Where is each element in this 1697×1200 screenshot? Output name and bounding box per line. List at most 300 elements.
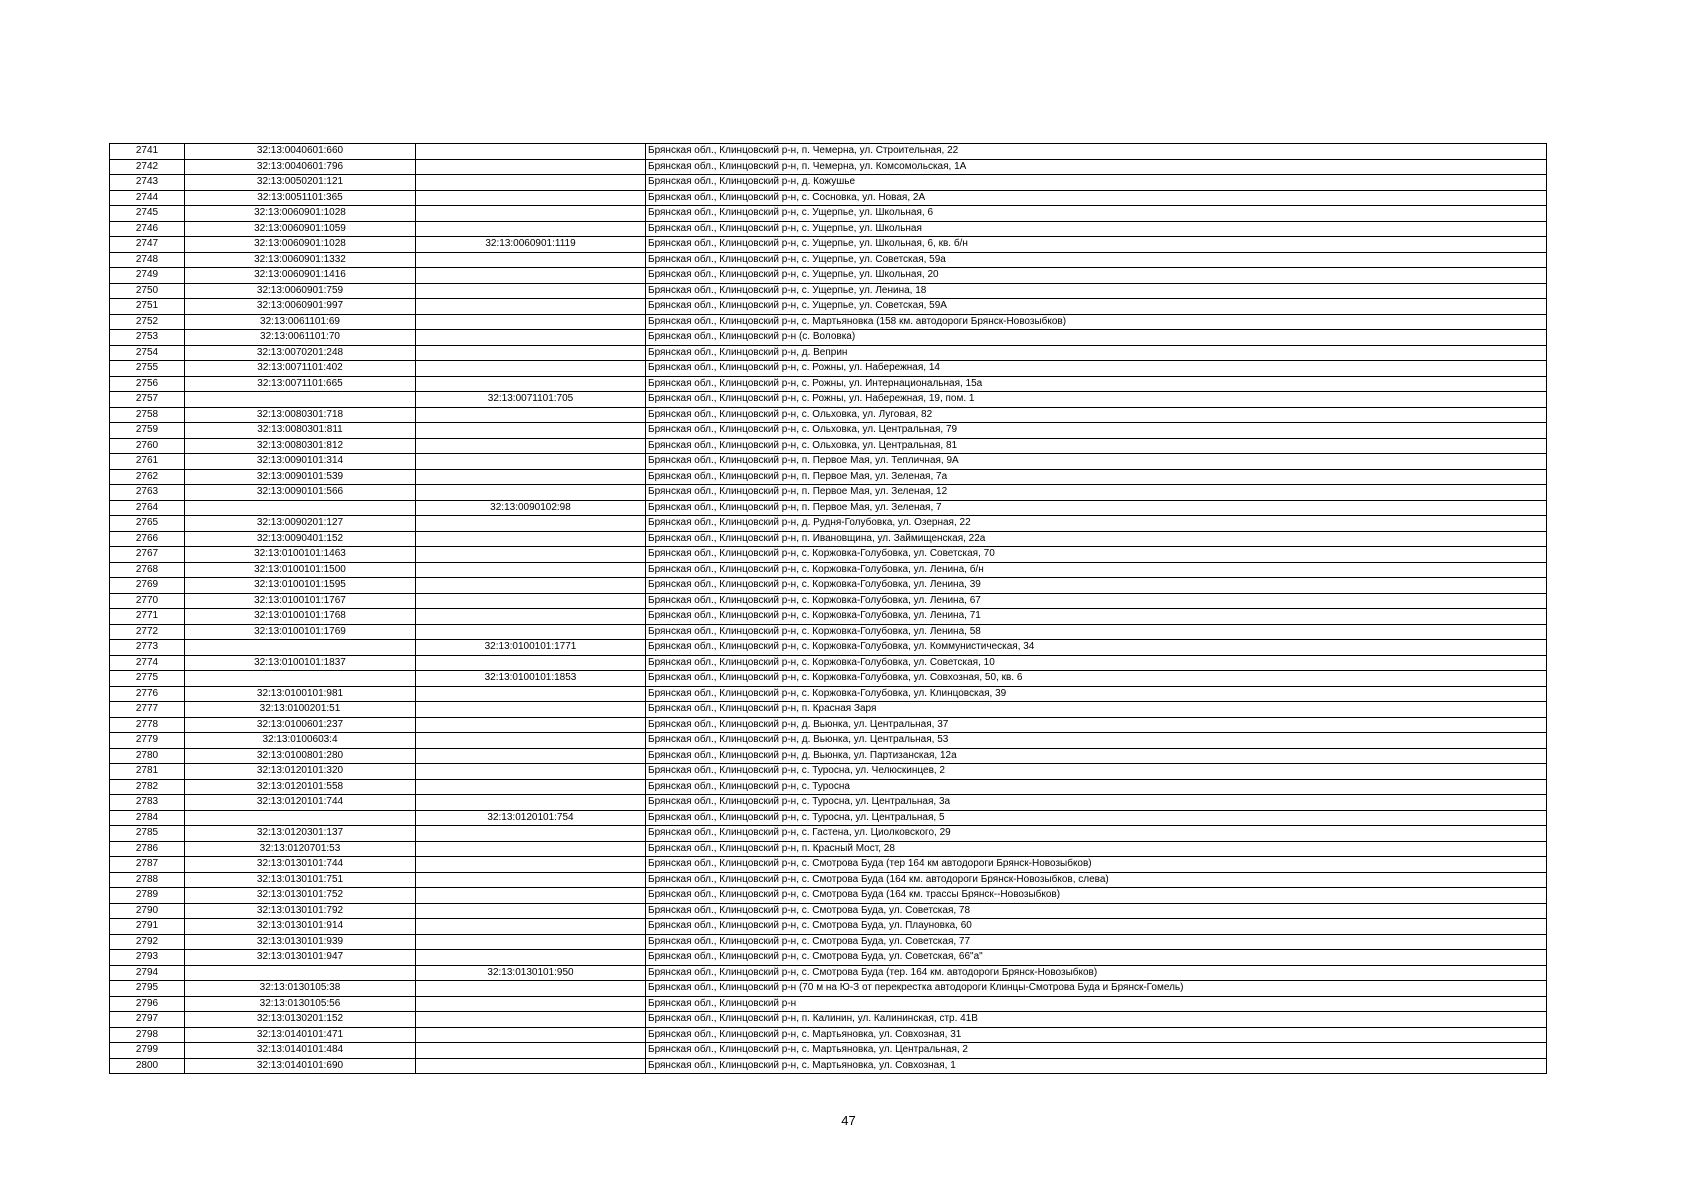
cadastral-number-cell: 32:13:0090101:314 xyxy=(185,454,416,470)
table-row xyxy=(110,361,1547,377)
cadastral-number-cell: 32:13:0140101:690 xyxy=(185,1058,416,1074)
table-row xyxy=(110,454,1547,470)
address-cell: Брянская обл., Клинцовский р-н, с. Ущерпье, ул. Школьная, 6 xyxy=(646,206,1547,222)
table-row xyxy=(110,531,1547,547)
cadastral-number-cell: 32:13:0120101:558 xyxy=(185,779,416,795)
row-number-cell: 2787 xyxy=(110,857,185,873)
table-row xyxy=(110,686,1547,702)
row-number-cell: 2773 xyxy=(110,640,185,656)
table-row xyxy=(110,485,1547,501)
row-number-cell: 2767 xyxy=(110,547,185,563)
row-number-cell: 2762 xyxy=(110,469,185,485)
cadastral-number-cell: 32:13:0090401:152 xyxy=(185,531,416,547)
cadastral-number-cell: 32:13:0060901:1416 xyxy=(185,268,416,284)
cadastral-number-cell: 32:13:0040601:660 xyxy=(185,144,416,160)
cadastral-number-cell: 32:13:0100101:1769 xyxy=(185,624,416,640)
secondary-cadastral-number-cell xyxy=(416,423,646,439)
secondary-cadastral-number-cell xyxy=(416,345,646,361)
cadastral-number-cell xyxy=(185,965,416,981)
row-number-cell: 2751 xyxy=(110,299,185,315)
cadastral-number-cell: 32:13:0090201:127 xyxy=(185,516,416,532)
address-cell: Брянская обл., Клинцовский р-н, п. Первое Мая, ул. Тепличная, 9А xyxy=(646,454,1547,470)
cadastral-number-cell: 32:13:0040601:796 xyxy=(185,159,416,175)
table-row xyxy=(110,810,1547,826)
address-cell: Брянская обл., Клинцовский р-н, с. Ущерпье, ул. Школьная, 20 xyxy=(646,268,1547,284)
cadastral-number-cell xyxy=(185,671,416,687)
secondary-cadastral-number-cell xyxy=(416,702,646,718)
cadastral-number-cell: 32:13:0060901:997 xyxy=(185,299,416,315)
cadastral-number-cell: 32:13:0100603:4 xyxy=(185,733,416,749)
secondary-cadastral-number-cell xyxy=(416,330,646,346)
address-cell: Брянская обл., Клинцовский р-н, с. Гастена, ул. Циолковского, 29 xyxy=(646,826,1547,842)
address-cell: Брянская обл., Клинцовский р-н, с. Коржовка-Голубовка, ул. Коммунистическая, 34 xyxy=(646,640,1547,656)
secondary-cadastral-number-cell xyxy=(416,299,646,315)
cadastral-number-cell: 32:13:0080301:811 xyxy=(185,423,416,439)
row-number-cell: 2782 xyxy=(110,779,185,795)
address-cell: Брянская обл., Клинцовский р-н, с. Ущерпье, ул. Школьная xyxy=(646,221,1547,237)
table-row xyxy=(110,779,1547,795)
address-cell: Брянская обл., Клинцовский р-н, п. Чемерна, ул. Строительная, 22 xyxy=(646,144,1547,160)
cadastral-number-cell: 32:13:0130101:939 xyxy=(185,934,416,950)
cadastral-number-cell: 32:13:0100101:1595 xyxy=(185,578,416,594)
secondary-cadastral-number-cell xyxy=(416,655,646,671)
address-cell: Брянская обл., Клинцовский р-н, с. Коржовка-Голубовка, ул. Совхозная, 50, кв. 6 xyxy=(646,671,1547,687)
secondary-cadastral-number-cell: 32:13:0071101:705 xyxy=(416,392,646,408)
row-number-cell: 2757 xyxy=(110,392,185,408)
table-row xyxy=(110,981,1547,997)
secondary-cadastral-number-cell xyxy=(416,795,646,811)
row-number-cell: 2784 xyxy=(110,810,185,826)
row-number-cell: 2791 xyxy=(110,919,185,935)
table-row xyxy=(110,330,1547,346)
cadastral-number-cell: 32:13:0130201:152 xyxy=(185,1012,416,1028)
secondary-cadastral-number-cell xyxy=(416,283,646,299)
secondary-cadastral-number-cell xyxy=(416,547,646,563)
address-cell: Брянская обл., Клинцовский р-н, д. Вьюнка, ул. Центральная, 37 xyxy=(646,717,1547,733)
table-row xyxy=(110,609,1547,625)
row-number-cell: 2766 xyxy=(110,531,185,547)
cadastral-number-cell: 32:13:0100101:981 xyxy=(185,686,416,702)
row-number-cell: 2800 xyxy=(110,1058,185,1074)
cadastral-number-cell: 32:13:0060901:1332 xyxy=(185,252,416,268)
row-number-cell: 2781 xyxy=(110,764,185,780)
cadastral-number-cell: 32:13:0100101:1463 xyxy=(185,547,416,563)
cadastral-number-cell: 32:13:0100201:51 xyxy=(185,702,416,718)
row-number-cell: 2755 xyxy=(110,361,185,377)
cadastral-number-cell: 32:13:0100601:237 xyxy=(185,717,416,733)
address-cell: Брянская обл., Клинцовский р-н, п. Калинин, ул. Калининская, стр. 41В xyxy=(646,1012,1547,1028)
row-number-cell: 2799 xyxy=(110,1043,185,1059)
address-cell: Брянская обл., Клинцовский р-н, с. Мартьяновка, ул. Совхозная, 1 xyxy=(646,1058,1547,1074)
row-number-cell: 2750 xyxy=(110,283,185,299)
row-number-cell: 2786 xyxy=(110,841,185,857)
table-row xyxy=(110,407,1547,423)
cadastral-number-cell: 32:13:0120101:744 xyxy=(185,795,416,811)
row-number-cell: 2741 xyxy=(110,144,185,160)
cadastral-number-cell: 32:13:0071101:402 xyxy=(185,361,416,377)
cadastral-number-cell: 32:13:0130105:38 xyxy=(185,981,416,997)
table-row xyxy=(110,206,1547,222)
address-cell: Брянская обл., Клинцовский р-н, с. Коржовка-Голубовка, ул. Советская, 10 xyxy=(646,655,1547,671)
secondary-cadastral-number-cell xyxy=(416,841,646,857)
address-cell: Брянская обл., Клинцовский р-н, с. Смотрова Буда, ул. Советская, 66"а" xyxy=(646,950,1547,966)
secondary-cadastral-number-cell xyxy=(416,950,646,966)
row-number-cell: 2772 xyxy=(110,624,185,640)
table-row xyxy=(110,268,1547,284)
cadastral-number-cell: 32:13:0130101:744 xyxy=(185,857,416,873)
table-row xyxy=(110,702,1547,718)
secondary-cadastral-number-cell xyxy=(416,438,646,454)
table-row xyxy=(110,221,1547,237)
address-cell: Брянская обл., Клинцовский р-н, с. Смотрова Буда (тер 164 км автодороги Брянск-Новозыбков) xyxy=(646,857,1547,873)
secondary-cadastral-number-cell xyxy=(416,1058,646,1074)
row-number-cell: 2790 xyxy=(110,903,185,919)
table-row xyxy=(110,438,1547,454)
address-cell: Брянская обл., Клинцовский р-н, п. Красная Заря xyxy=(646,702,1547,718)
row-number-cell: 2788 xyxy=(110,872,185,888)
secondary-cadastral-number-cell: 32:13:0100101:1853 xyxy=(416,671,646,687)
row-number-cell: 2796 xyxy=(110,996,185,1012)
table-row xyxy=(110,624,1547,640)
row-number-cell: 2794 xyxy=(110,965,185,981)
table-row xyxy=(110,717,1547,733)
row-number-cell: 2771 xyxy=(110,609,185,625)
table-row xyxy=(110,562,1547,578)
table-row xyxy=(110,593,1547,609)
row-number-cell: 2742 xyxy=(110,159,185,175)
address-cell: Брянская обл., Клинцовский р-н, с. Мартьяновка, ул. Совхозная, 31 xyxy=(646,1027,1547,1043)
table-row xyxy=(110,1012,1547,1028)
secondary-cadastral-number-cell xyxy=(416,733,646,749)
address-cell: Брянская обл., Клинцовский р-н, с. Коржовка-Голубовка, ул. Ленина, 71 xyxy=(646,609,1547,625)
row-number-cell: 2792 xyxy=(110,934,185,950)
row-number-cell: 2764 xyxy=(110,500,185,516)
address-cell: Брянская обл., Клинцовский р-н, д. Кожушье xyxy=(646,175,1547,191)
table-row xyxy=(110,1058,1547,1074)
cadastral-number-cell: 32:13:0061101:69 xyxy=(185,314,416,330)
secondary-cadastral-number-cell xyxy=(416,516,646,532)
table-row xyxy=(110,764,1547,780)
address-cell: Брянская обл., Клинцовский р-н, д. Веприн xyxy=(646,345,1547,361)
row-number-cell: 2793 xyxy=(110,950,185,966)
row-number-cell: 2783 xyxy=(110,795,185,811)
address-cell: Брянская обл., Клинцовский р-н, п. Ивановщина, ул. Займищенская, 22а xyxy=(646,531,1547,547)
address-cell: Брянская обл., Клинцовский р-н, с. Ущерпье, ул. Школьная, 6, кв. б/н xyxy=(646,237,1547,253)
cadastral-number-cell: 32:13:0060901:1028 xyxy=(185,237,416,253)
secondary-cadastral-number-cell: 32:13:0120101:754 xyxy=(416,810,646,826)
secondary-cadastral-number-cell xyxy=(416,764,646,780)
secondary-cadastral-number-cell xyxy=(416,872,646,888)
secondary-cadastral-number-cell xyxy=(416,593,646,609)
table-row xyxy=(110,1027,1547,1043)
row-number-cell: 2789 xyxy=(110,888,185,904)
cadastral-number-cell: 32:13:0130101:752 xyxy=(185,888,416,904)
cadastral-number-cell: 32:13:0120701:53 xyxy=(185,841,416,857)
table-row xyxy=(110,237,1547,253)
table-row xyxy=(110,934,1547,950)
row-number-cell: 2746 xyxy=(110,221,185,237)
secondary-cadastral-number-cell xyxy=(416,190,646,206)
address-cell: Брянская обл., Клинцовский р-н, п. Первое Мая, ул. Зеленая, 7 xyxy=(646,500,1547,516)
address-cell: Брянская обл., Клинцовский р-н, с. Смотрова Буда, ул. Советская, 77 xyxy=(646,934,1547,950)
address-cell: Брянская обл., Клинцовский р-н, с. Коржовка-Голубовка, ул. Советская, 70 xyxy=(646,547,1547,563)
address-cell: Брянская обл., Клинцовский р-н, с. Ущерпье, ул. Советская, 59А xyxy=(646,299,1547,315)
address-cell: Брянская обл., Клинцовский р-н, с. Коржовка-Голубовка, ул. Ленина, 39 xyxy=(646,578,1547,594)
secondary-cadastral-number-cell xyxy=(416,1012,646,1028)
secondary-cadastral-number-cell xyxy=(416,454,646,470)
table-row xyxy=(110,1043,1547,1059)
cadastral-number-cell xyxy=(185,500,416,516)
row-number-cell: 2761 xyxy=(110,454,185,470)
secondary-cadastral-number-cell xyxy=(416,159,646,175)
cadastral-number-cell: 32:13:0071101:665 xyxy=(185,376,416,392)
row-number-cell: 2752 xyxy=(110,314,185,330)
row-number-cell: 2745 xyxy=(110,206,185,222)
cadastral-number-cell xyxy=(185,392,416,408)
row-number-cell: 2798 xyxy=(110,1027,185,1043)
table-row xyxy=(110,314,1547,330)
registry-table-body xyxy=(110,144,1547,1074)
row-number-cell: 2763 xyxy=(110,485,185,501)
cadastral-number-cell: 32:13:0130105:56 xyxy=(185,996,416,1012)
row-number-cell: 2754 xyxy=(110,345,185,361)
secondary-cadastral-number-cell xyxy=(416,624,646,640)
cadastral-number-cell xyxy=(185,810,416,826)
secondary-cadastral-number-cell xyxy=(416,469,646,485)
address-cell: Брянская обл., Клинцовский р-н, с. Туросна, ул. Челюскинцев, 2 xyxy=(646,764,1547,780)
row-number-cell: 2779 xyxy=(110,733,185,749)
table-row xyxy=(110,159,1547,175)
table-row xyxy=(110,671,1547,687)
row-number-cell: 2765 xyxy=(110,516,185,532)
secondary-cadastral-number-cell xyxy=(416,903,646,919)
address-cell: Брянская обл., Клинцовский р-н (с. Воловка) xyxy=(646,330,1547,346)
row-number-cell: 2749 xyxy=(110,268,185,284)
row-number-cell: 2758 xyxy=(110,407,185,423)
address-cell: Брянская обл., Клинцовский р-н, с. Мартьяновка (158 км. автодороги Брянск-Новозыбков) xyxy=(646,314,1547,330)
cadastral-number-cell: 32:13:0060901:1059 xyxy=(185,221,416,237)
cadastral-number-cell: 32:13:0061101:70 xyxy=(185,330,416,346)
address-cell: Брянская обл., Клинцовский р-н (70 м на Ю-З от перекрестка автодороги Клинцы-Смотрова Буда и Брянск-Гомель) xyxy=(646,981,1547,997)
cadastral-number-cell: 32:13:0100801:280 xyxy=(185,748,416,764)
cadastral-number-cell: 32:13:0100101:1768 xyxy=(185,609,416,625)
secondary-cadastral-number-cell xyxy=(416,314,646,330)
row-number-cell: 2770 xyxy=(110,593,185,609)
secondary-cadastral-number-cell xyxy=(416,531,646,547)
cadastral-number-cell: 32:13:0090101:539 xyxy=(185,469,416,485)
table-row xyxy=(110,872,1547,888)
row-number-cell: 2760 xyxy=(110,438,185,454)
row-number-cell: 2744 xyxy=(110,190,185,206)
row-number-cell: 2780 xyxy=(110,748,185,764)
cadastral-number-cell: 32:13:0130101:792 xyxy=(185,903,416,919)
row-number-cell: 2776 xyxy=(110,686,185,702)
table-row xyxy=(110,345,1547,361)
table-row xyxy=(110,516,1547,532)
table-row xyxy=(110,190,1547,206)
cadastral-number-cell: 32:13:0120101:320 xyxy=(185,764,416,780)
table-row xyxy=(110,795,1547,811)
address-cell: Брянская обл., Клинцовский р-н, с. Коржовка-Голубовка, ул. Клинцовская, 39 xyxy=(646,686,1547,702)
cadastral-number-cell: 32:13:0130101:914 xyxy=(185,919,416,935)
cadastral-number-cell: 32:13:0060901:759 xyxy=(185,283,416,299)
secondary-cadastral-number-cell xyxy=(416,1043,646,1059)
row-number-cell: 2759 xyxy=(110,423,185,439)
cadastral-number-cell: 32:13:0130101:751 xyxy=(185,872,416,888)
table-row xyxy=(110,919,1547,935)
table-row xyxy=(110,841,1547,857)
secondary-cadastral-number-cell xyxy=(416,361,646,377)
cadastral-number-cell: 32:13:0100101:1837 xyxy=(185,655,416,671)
address-cell: Брянская обл., Клинцовский р-н xyxy=(646,996,1547,1012)
cadastral-number-cell: 32:13:0070201:248 xyxy=(185,345,416,361)
table-row xyxy=(110,376,1547,392)
row-number-cell: 2743 xyxy=(110,175,185,191)
address-cell: Брянская обл., Клинцовский р-н, с. Мартьяновка, ул. Центральная, 2 xyxy=(646,1043,1547,1059)
secondary-cadastral-number-cell xyxy=(416,268,646,284)
secondary-cadastral-number-cell xyxy=(416,1027,646,1043)
cadastral-number-cell: 32:13:0080301:812 xyxy=(185,438,416,454)
table-row xyxy=(110,144,1547,160)
secondary-cadastral-number-cell xyxy=(416,857,646,873)
address-cell: Брянская обл., Клинцовский р-н, д. Рудня-Голубовка, ул. Озерная, 22 xyxy=(646,516,1547,532)
secondary-cadastral-number-cell xyxy=(416,407,646,423)
address-cell: Брянская обл., Клинцовский р-н, п. Первое Мая, ул. Зеленая, 7а xyxy=(646,469,1547,485)
table-row xyxy=(110,748,1547,764)
address-cell: Брянская обл., Клинцовский р-н, с. Смотрова Буда, ул. Плауновка, 60 xyxy=(646,919,1547,935)
table-row xyxy=(110,640,1547,656)
row-number-cell: 2778 xyxy=(110,717,185,733)
page-number: 47 xyxy=(841,1113,856,1128)
cadastral-number-cell: 32:13:0051101:365 xyxy=(185,190,416,206)
row-number-cell: 2777 xyxy=(110,702,185,718)
row-number-cell: 2768 xyxy=(110,562,185,578)
table-row xyxy=(110,996,1547,1012)
secondary-cadastral-number-cell: 32:13:0060901:1119 xyxy=(416,237,646,253)
cadastral-number-cell: 32:13:0100101:1500 xyxy=(185,562,416,578)
table-row xyxy=(110,903,1547,919)
row-number-cell: 2753 xyxy=(110,330,185,346)
table-row xyxy=(110,299,1547,315)
address-cell: Брянская обл., Клинцовский р-н, с. Рожны, ул. Интернациональная, 15а xyxy=(646,376,1547,392)
address-cell: Брянская обл., Клинцовский р-н, с. Смотрова Буда, ул. Советская, 78 xyxy=(646,903,1547,919)
row-number-cell: 2756 xyxy=(110,376,185,392)
secondary-cadastral-number-cell xyxy=(416,206,646,222)
address-cell: Брянская обл., Клинцовский р-н, с. Рожны, ул. Набережная, 19, пом. 1 xyxy=(646,392,1547,408)
cadastral-number-cell xyxy=(185,640,416,656)
table-row xyxy=(110,283,1547,299)
address-cell: Брянская обл., Клинцовский р-н, п. Первое Мая, ул. Зеленая, 12 xyxy=(646,485,1547,501)
secondary-cadastral-number-cell xyxy=(416,748,646,764)
secondary-cadastral-number-cell xyxy=(416,981,646,997)
secondary-cadastral-number-cell xyxy=(416,485,646,501)
secondary-cadastral-number-cell xyxy=(416,562,646,578)
row-number-cell: 2795 xyxy=(110,981,185,997)
secondary-cadastral-number-cell xyxy=(416,919,646,935)
address-cell: Брянская обл., Клинцовский р-н, с. Смотрова Буда (тер. 164 км. автодороги Брянск-Новозыбков) xyxy=(646,965,1547,981)
table-row xyxy=(110,252,1547,268)
address-cell: Брянская обл., Клинцовский р-н, с. Ольховка, ул. Луговая, 82 xyxy=(646,407,1547,423)
secondary-cadastral-number-cell xyxy=(416,609,646,625)
secondary-cadastral-number-cell: 32:13:0130101:950 xyxy=(416,965,646,981)
address-cell: Брянская обл., Клинцовский р-н, с. Сосновка, ул. Новая, 2А xyxy=(646,190,1547,206)
cadastral-number-cell: 32:13:0140101:484 xyxy=(185,1043,416,1059)
address-cell: Брянская обл., Клинцовский р-н, п. Чемерна, ул. Комсомольская, 1А xyxy=(646,159,1547,175)
secondary-cadastral-number-cell xyxy=(416,888,646,904)
cadastral-number-cell: 32:13:0120301:137 xyxy=(185,826,416,842)
secondary-cadastral-number-cell xyxy=(416,934,646,950)
table-row xyxy=(110,965,1547,981)
secondary-cadastral-number-cell xyxy=(416,686,646,702)
address-cell: Брянская обл., Клинцовский р-н, с. Рожны, ул. Набережная, 14 xyxy=(646,361,1547,377)
address-cell: Брянская обл., Клинцовский р-н, д. Вьюнка, ул. Партизанская, 12а xyxy=(646,748,1547,764)
table-row xyxy=(110,175,1547,191)
table-row xyxy=(110,500,1547,516)
address-cell: Брянская обл., Клинцовский р-н, с. Смотрова Буда (164 км. автодороги Брянск-Новозыбков, слева) xyxy=(646,872,1547,888)
secondary-cadastral-number-cell: 32:13:0090102:98 xyxy=(416,500,646,516)
secondary-cadastral-number-cell xyxy=(416,996,646,1012)
table-row xyxy=(110,733,1547,749)
address-cell: Брянская обл., Клинцовский р-н, с. Туросна, ул. Центральная, 3а xyxy=(646,795,1547,811)
address-cell: Брянская обл., Клинцовский р-н, с. Туросна xyxy=(646,779,1547,795)
table-row xyxy=(110,857,1547,873)
address-cell: Брянская обл., Клинцовский р-н, с. Ущерпье, ул. Советская, 59а xyxy=(646,252,1547,268)
row-number-cell: 2797 xyxy=(110,1012,185,1028)
secondary-cadastral-number-cell xyxy=(416,779,646,795)
row-number-cell: 2769 xyxy=(110,578,185,594)
secondary-cadastral-number-cell: 32:13:0100101:1771 xyxy=(416,640,646,656)
cadastral-number-cell: 32:13:0090101:566 xyxy=(185,485,416,501)
address-cell: Брянская обл., Клинцовский р-н, с. Коржовка-Голубовка, ул. Ленина, 67 xyxy=(646,593,1547,609)
row-number-cell: 2747 xyxy=(110,237,185,253)
row-number-cell: 2785 xyxy=(110,826,185,842)
cadastral-number-cell: 32:13:0100101:1767 xyxy=(185,593,416,609)
secondary-cadastral-number-cell xyxy=(416,175,646,191)
secondary-cadastral-number-cell xyxy=(416,826,646,842)
row-number-cell: 2774 xyxy=(110,655,185,671)
table-row xyxy=(110,950,1547,966)
secondary-cadastral-number-cell xyxy=(416,717,646,733)
cadastral-number-cell: 32:13:0050201:121 xyxy=(185,175,416,191)
cadastral-number-cell: 32:13:0140101:471 xyxy=(185,1027,416,1043)
row-number-cell: 2775 xyxy=(110,671,185,687)
address-cell: Брянская обл., Клинцовский р-н, с. Коржовка-Голубовка, ул. Ленина, 58 xyxy=(646,624,1547,640)
table-row xyxy=(110,392,1547,408)
table-row xyxy=(110,655,1547,671)
cadastral-number-cell: 32:13:0130101:947 xyxy=(185,950,416,966)
registry-table xyxy=(109,143,1547,1074)
secondary-cadastral-number-cell xyxy=(416,252,646,268)
address-cell: Брянская обл., Клинцовский р-н, с. Коржовка-Голубовка, ул. Ленина, б/н xyxy=(646,562,1547,578)
address-cell: Брянская обл., Клинцовский р-н, с. Ольховка, ул. Центральная, 79 xyxy=(646,423,1547,439)
address-cell: Брянская обл., Клинцовский р-н, с. Туросна, ул. Центральная, 5 xyxy=(646,810,1547,826)
secondary-cadastral-number-cell xyxy=(416,578,646,594)
address-cell: Брянская обл., Клинцовский р-н, с. Ущерпье, ул. Ленина, 18 xyxy=(646,283,1547,299)
cadastral-number-cell: 32:13:0080301:718 xyxy=(185,407,416,423)
address-cell: Брянская обл., Клинцовский р-н, с. Ольховка, ул. Центральная, 81 xyxy=(646,438,1547,454)
address-cell: Брянская обл., Клинцовский р-н, с. Смотрова Буда (164 км. трассы Брянск--Новозыбков) xyxy=(646,888,1547,904)
table-row xyxy=(110,547,1547,563)
table-row xyxy=(110,578,1547,594)
address-cell: Брянская обл., Клинцовский р-н, д. Вьюнка, ул. Центральная, 53 xyxy=(646,733,1547,749)
table-row xyxy=(110,826,1547,842)
table-row xyxy=(110,888,1547,904)
secondary-cadastral-number-cell xyxy=(416,376,646,392)
table-row xyxy=(110,423,1547,439)
cadastral-number-cell: 32:13:0060901:1028 xyxy=(185,206,416,222)
secondary-cadastral-number-cell xyxy=(416,144,646,160)
row-number-cell: 2748 xyxy=(110,252,185,268)
